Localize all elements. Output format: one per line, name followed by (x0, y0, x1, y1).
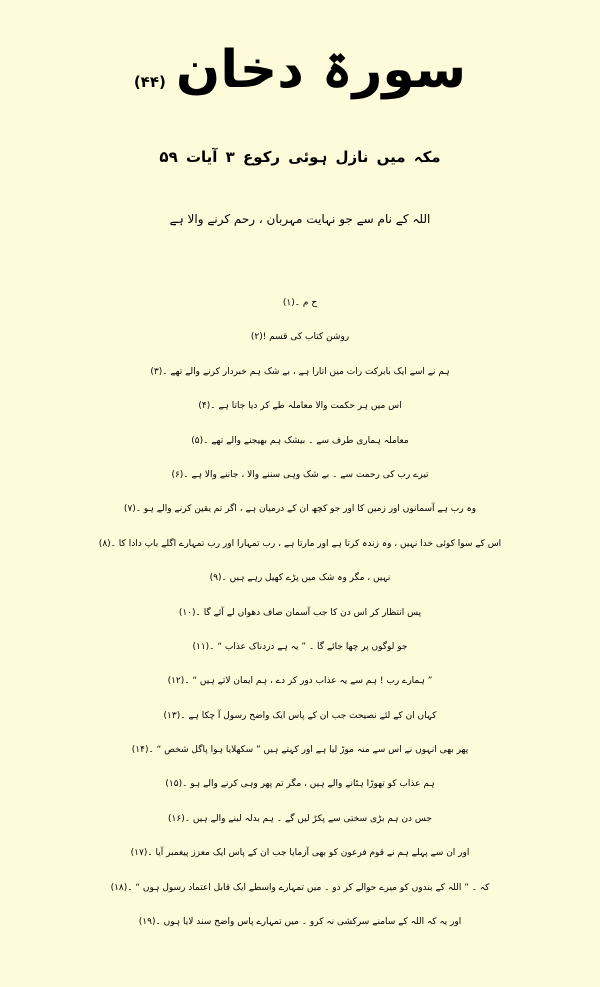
verse-6: تیرے رب کی رحمت سے ۔ بے شک وہی سننے والا ، جاننے والا ہے ۔(۶) (171, 469, 429, 480)
verse-8: اس کے سوا کوئی خدا نہیں ، وہ زندہ کرتا ہے اور مارتا ہے ، رب تمہارا اور رب تمہارے اگلے باپ دادا کا ۔(۸) (98, 538, 502, 549)
verse-7: وہ رب ہے آسمانوں اور زمین کا اور جو کچھ ان کے درمیان ہے ، اگر تم یقین کرنے والے ہو ۔(۷) (123, 504, 477, 515)
verse-4: اس میں ہر حکمت والا معاملہ طے کر دیا جاتا ہے ۔(۴) (198, 401, 402, 412)
verse-1: ح م ۔(۱) (282, 298, 318, 308)
title-row (0, 30, 600, 110)
verse-11: جو لوگوں پر چھا جائے گا ۔ ” یہ ہے دردناک عذاب “ ۔(۱۱) (192, 641, 408, 652)
verse-9: نہیں ، مگر وہ شک میں پڑے کھیل رہے ہیں ۔(۹) (209, 573, 391, 584)
verse-19: اور یہ کہ اللہ کے سامنے سرکشی نہ کرو ۔ میں تمہارے پاس واضح سند لایا ہوں ۔(۱۹) (138, 917, 462, 928)
bismillah: اللہ کے نام سے جو نہایت مہربان ، رحم کرنے والا ہے (169, 212, 431, 226)
verse-2: روشن کتاب کی قسم !(۲) (250, 332, 350, 343)
verse-16: جس دن ہم بڑی سختی سے پکڑ لیں گے ۔ ہم بدلہ لینے والے ہیں ۔(۱۶) (168, 813, 432, 824)
verse-5: معاملہ ہماری طرف سے ۔ بیشک ہم بھیجنے والے تھے ۔(۵) (191, 435, 409, 446)
title-group (134, 30, 466, 110)
verse-3: ہم نے اسے ایک بابرکت رات میں اتارا ہے ، بے شک ہم خبردار کرنے والے تھے ۔(۳) (150, 366, 450, 377)
verse-18: کہ ۔ ” اللہ کے بندوں کو میرے حوالے کر دو ۔ میں تمہارے واسطے ایک قابل اعتماد رسول ہوں “ ۔(۱۸) (110, 882, 490, 893)
surah-title: سورۃ دخان (175, 40, 467, 100)
verse-12: ” ہمارے رب ! ہم سے یہ عذاب دور کر دے ، ہم ایمان لاتے ہیں “ ۔(۱۲) (167, 676, 433, 687)
verse-13: کہاں ان کے لئے نصیحت جب ان کے پاس ایک واضح رسول آ چکا ہے ۔(۱۳) (163, 710, 437, 721)
verse-14: پھر بھی انہوں نے اس سے منہ موڑ لیا ہے اور کہتے ہیں ” سکھلایا ہوا پاگل شخص “ ۔(۱۴) (131, 745, 469, 756)
verse-17: اور ان سے پہلے ہم نے قوم فرعون کو بھی آزمایا جب ان کے پاس ایک معزز پیغمبر آیا ۔(۱۷) (130, 848, 470, 859)
verse-list (0, 286, 600, 939)
surah-number: (۴۴) (133, 73, 166, 91)
revelation-info: مکہ میں نازل ہوئی رکوع ۳ آیات ۵۹ (159, 148, 441, 166)
verse-10: پس انتظار کر اس دن کا جب آسمان صاف دھواں لے آئے گا ۔(۱۰) (178, 607, 422, 618)
verse-15: ہم عذاب کو تھوڑا ہٹانے والے ہیں ، مگر تم پھر وہی کرنے والے ہو ۔(۱۵) (165, 779, 435, 790)
